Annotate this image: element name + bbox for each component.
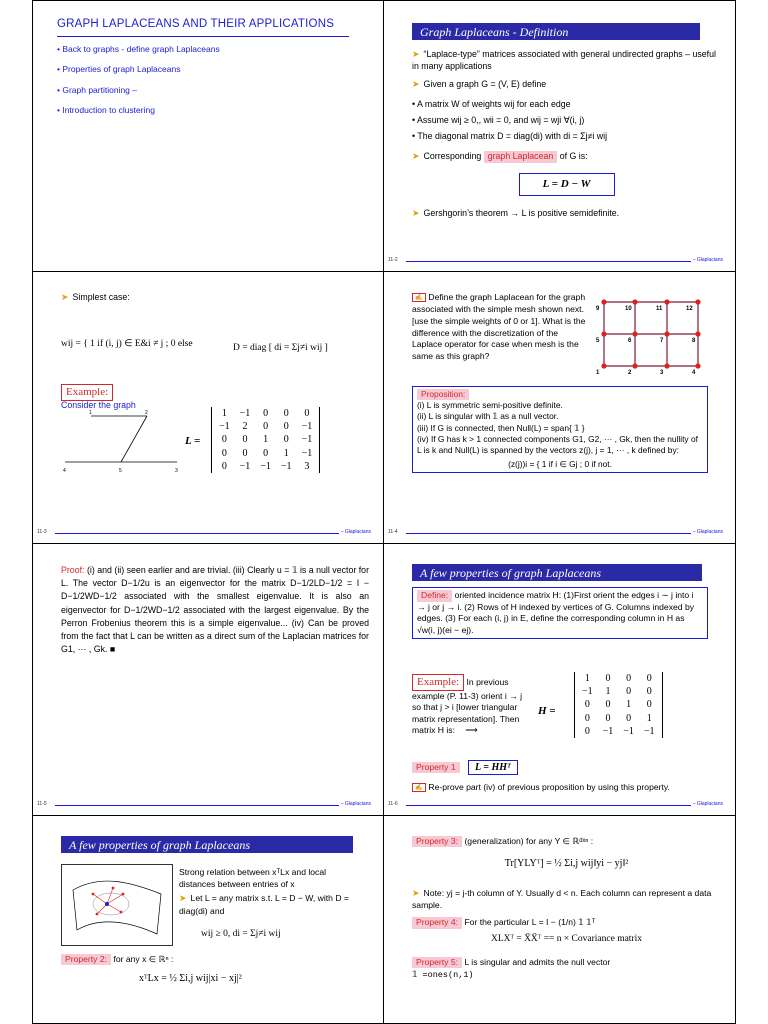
arrow-icon: ➤ <box>412 79 420 90</box>
slide-footer: 11-4 – Glaplacians <box>388 529 723 535</box>
matrix-cell: −1 <box>219 421 230 433</box>
property-2-line: Property 2: for any x ∈ ℝⁿ : <box>61 954 173 965</box>
simplest-line: ➤ Simplest case: <box>61 292 130 302</box>
matrix-cell: 0 <box>626 673 632 684</box>
property-2-formula: xᵀLx = ½ Σi,j wij|xi − xj|² <box>139 973 242 984</box>
matrix-cell: 1 <box>584 673 590 684</box>
bullet-line: • Assume wij ≥ 0,, wii = 0, and wij = wji ∀(i, j) <box>412 114 585 125</box>
matrix-cell: 0 <box>242 447 248 459</box>
slide-2 <box>384 0 736 272</box>
proposition-label: Proposition: <box>417 389 469 400</box>
matrix-cell: 1 <box>626 699 632 711</box>
matrix-cell: −1 <box>260 460 271 472</box>
matrix-cell: 0 <box>605 699 611 711</box>
example-label: Example: <box>412 674 464 691</box>
matrix-cell: 0 <box>584 712 590 724</box>
svg-text:6: 6 <box>628 338 632 344</box>
proposition-line: (iv) If G has k > 1 connected components G1, G2, ··· , Gk, then the nullity of L is k and Null(L) is spanned by the vectors z(j), j = 1, ··· , k defined by: <box>417 433 698 455</box>
define-label: Define: <box>417 590 452 602</box>
graph-node-label: 1 <box>89 410 92 416</box>
slide-title: A few properties of graph Laplaceans <box>412 564 702 581</box>
consider-text: Consider the graph <box>61 400 136 410</box>
matrix-cell: 0 <box>221 460 227 472</box>
matrix-row <box>577 685 660 698</box>
matrix-cell: −1 <box>623 725 634 737</box>
slide-title: Graph Laplaceans - Definition <box>412 23 700 40</box>
title-rule <box>57 36 349 37</box>
matrix-cell: 0 <box>263 421 269 433</box>
proposition-line: (i) L is symmetric semi-positive definite. <box>417 400 563 411</box>
matrix-cell: 0 <box>283 408 289 419</box>
slide-5 <box>32 544 384 816</box>
surface-figure <box>61 864 173 946</box>
matrix-cell: 0 <box>221 434 227 446</box>
property-3-line: Property 3: (generalization) for any Y ∈ ℝᵈˣⁿ : <box>412 836 721 847</box>
intro-line: ➤ “Laplace-type” matrices associated with general undirected graphs – useful in many applications <box>412 49 716 71</box>
matrix-cell: 0 <box>646 686 652 698</box>
matrix-row <box>214 460 317 473</box>
slide-8 <box>384 816 736 1024</box>
degree-formula: D = diag [ di = Σj≠i wij ] <box>233 343 328 353</box>
h-label: H = <box>538 705 556 717</box>
graph-node-label: 5 <box>119 468 122 474</box>
svg-text:5: 5 <box>596 338 600 344</box>
matrix-cell: −1 <box>280 460 292 472</box>
matrix-cell: 0 <box>283 421 289 433</box>
property-label: Property 5: <box>412 957 462 968</box>
outline-item: • Back to graphs - define graph Laplaceans <box>57 44 220 55</box>
property-label: Property 2: <box>61 954 111 965</box>
slide-footer: 11-2 – Glaplacians <box>388 257 723 263</box>
pencil-icon: ✍ <box>412 293 426 302</box>
slide-4 <box>384 272 736 544</box>
proposition-line: (iii) If G is connected, then Null(L) = span{ 𝟙 } <box>417 422 585 433</box>
proposition-box <box>412 386 708 473</box>
ones-code: 𝟙 =ones(n,1) <box>412 970 474 981</box>
svg-text:4: 4 <box>692 370 696 376</box>
matrix-cell: −1 <box>239 408 251 419</box>
slide-title: A few properties of graph Laplaceans <box>61 836 353 853</box>
bullet-line: • A matrix W of weights wij for each edge <box>412 99 571 110</box>
incidence-matrix <box>574 672 663 738</box>
matrix-row <box>214 407 317 420</box>
slide-footer: 11-6 – Glaplacians <box>388 801 723 807</box>
svg-text:9: 9 <box>596 306 600 312</box>
slide-7 <box>32 816 384 1024</box>
matrix-cell: −1 <box>301 434 313 446</box>
property-label: Property 4: <box>412 917 462 928</box>
matrix-cell: 2 <box>242 421 248 433</box>
matrix-cell: 1 <box>283 447 289 459</box>
property-label: Property 3: <box>412 836 462 847</box>
graph-node-label: 3 <box>175 468 178 474</box>
slide-6 <box>384 544 736 816</box>
let-text: ➤ Let L = any matrix s.t. L = D − W, with D = diag(di) and <box>179 893 349 916</box>
matrix-cell: 1 <box>221 408 227 419</box>
matrix-cell: 0 <box>626 712 632 724</box>
given-line: ➤ Given a graph G = (V, E) define <box>412 79 547 90</box>
svg-text:11: 11 <box>656 306 663 312</box>
matrix-cell: 0 <box>646 673 652 684</box>
svg-text:3: 3 <box>660 370 664 376</box>
matrix-cell: 0 <box>605 712 611 724</box>
property-1-line <box>412 760 518 775</box>
slide-grid <box>32 0 736 1024</box>
arrow-icon: ➤ <box>412 207 420 218</box>
mesh-graph <box>596 296 712 376</box>
proof-text: Proof: (i) and (ii) seen earlier and are trivial. (iii) Clearly u = 𝟙 is a null vector for L. The vector D−1/2u is an eigenvector for the matrix D−1/2LD−1/2 = I − D−1/2WD−1/2 associated with the smallest eigenvalue. It is also an eigenvector for D−1/2WD−1/2 associated with the largest eigenvalue. By the Perron Frobenius theorem this is a simple eigenvalue... (iv) Can be proved from the fact that L can be written as a direct sum of the Laplacian matrices for G1, ··· , Gk. ■ <box>61 565 369 655</box>
svg-text:8: 8 <box>692 338 696 344</box>
matrix-cell: −1 <box>239 460 251 472</box>
arrow-icon: ➤ <box>412 49 420 59</box>
outline-list <box>57 44 369 116</box>
svg-text:7: 7 <box>660 338 664 344</box>
matrix-cell: 3 <box>304 460 310 472</box>
note-line: ➤ Note: yj = j-th column of Y. Usually d < n. Each column can represent a data sample. <box>412 887 712 911</box>
matrix-row <box>214 447 317 460</box>
exercise-paragraph: ✍ Define the graph Laplacean for the graph associated with the simple mesh shown next. [use the simple weights of 0 or 1]. What is the difference with the discretization of the Laplace operator for case when mesh is the same as this graph? <box>412 292 586 362</box>
matrix-cell: 0 <box>584 725 590 737</box>
matrix-row <box>214 420 317 433</box>
define-box: Define: oriented incidence matrix H: (1)First orient the edges i ∼ j into i → j or j → i. (2) Rows of H indexed by vertices of G. Columns indexed by edges. (3) For each (i, j) in E, define the corresponding column in H as √w(i, j)(ei − ej). <box>412 587 708 639</box>
graph-node-label: 4 <box>63 468 66 474</box>
matrix-cell: −1 <box>301 447 313 459</box>
matrix-cell: 0 <box>646 699 652 711</box>
arrow-right-icon: ⟶ <box>465 725 478 736</box>
matrix-cell: 1 <box>605 686 611 698</box>
matrix-cell: 0 <box>221 447 227 459</box>
slide-3 <box>32 272 384 544</box>
matrix-cell: 0 <box>605 673 611 684</box>
matrix-cell: 1 <box>646 712 652 724</box>
slide-footer: 11-5 – Glaplacians <box>37 801 371 807</box>
matrix-cell: 0 <box>263 408 269 419</box>
proposition-line: (ii) L is singular with 𝟙 as a null vector. <box>417 411 559 422</box>
weight-formula: wij = { 1 if (i, j) ∈ E&i ≠ j ; 0 else <box>61 339 193 349</box>
matrix-row <box>577 725 660 738</box>
svg-text:10: 10 <box>625 306 632 312</box>
matrix-row <box>577 672 660 685</box>
proposition-line: (z(j))i = { 1 if i ∈ Gj ; 0 if not. <box>508 459 612 470</box>
example-text: Example: In previous example (P. 11-3) orient i → j so that j > i [lower triangular matrix representation]. Then matrix H is: ⟶ <box>412 676 523 736</box>
proof-label: Proof: <box>61 565 85 575</box>
slide-title: GRAPH LAPLACEANS AND THEIR APPLICATIONS <box>57 18 335 30</box>
matrix-cell: 0 <box>626 686 632 698</box>
arrow-icon: ➤ <box>412 887 420 898</box>
slide-footer: 11-3 – Glaplacians <box>37 529 371 535</box>
laplacean-matrix <box>211 407 320 473</box>
pencil-icon: ✍ <box>412 783 426 792</box>
property-formula: L = HHᵀ <box>468 760 518 775</box>
property-5-line: Property 5: L is singular and admits the null vector <box>412 957 721 968</box>
property-4-formula: XLXᵀ = X̄X̄ᵀ == n × Covariance matrix <box>491 933 642 944</box>
matrix-cell: 1 <box>263 434 269 446</box>
matrix-row <box>214 433 317 446</box>
arrow-icon: ➤ <box>61 292 69 302</box>
matrix-cell: −1 <box>602 725 614 737</box>
property-3-formula: Tr[YLYᵀ] = ½ Σi,j wij‖yi − yj‖² <box>504 858 629 870</box>
matrix-cell: 0 <box>283 434 289 446</box>
matrix-cell: 0 <box>242 434 248 446</box>
property-label: Property 1 <box>412 762 460 773</box>
graph-laplacean-highlight: graph Laplacean <box>484 151 558 163</box>
graph-node-label: 2 <box>145 410 148 416</box>
arrow-icon: ➤ <box>412 151 420 162</box>
outline-item: • Introduction to clustering <box>57 104 155 115</box>
laplacean-line: ➤ Corresponding graph Laplacean of G is: <box>412 151 588 162</box>
arrow-icon: ➤ <box>179 893 187 903</box>
matrix-cell: −1 <box>643 725 655 737</box>
svg-text:12: 12 <box>686 306 693 312</box>
svg-text:1: 1 <box>596 370 600 376</box>
svg-text:2: 2 <box>628 370 632 376</box>
matrix-cell: 0 <box>263 447 269 459</box>
weights-formula: wij ≥ 0, di = Σj≠i wij <box>201 929 281 939</box>
outline-item: • Graph partitioning – <box>57 84 137 95</box>
example-label: Example: <box>61 384 113 401</box>
slide-1 <box>32 0 384 272</box>
matrix-row <box>577 712 660 725</box>
laplacean-formula: L = D − W <box>519 173 615 196</box>
matrix-label: L = <box>185 435 201 447</box>
reprove-line: ✍ Re-prove part (iv) of previous proposition by using this property. <box>412 782 670 793</box>
matrix-cell: 0 <box>304 408 310 419</box>
gershgorin-line: ➤ Gershgorin’s theorem → L is positive semidefinite. <box>412 207 620 218</box>
matrix-cell: 0 <box>584 699 590 711</box>
matrix-row <box>577 698 660 711</box>
relation-text: Strong relation between xᵀLx and local distances between entries of x <box>179 867 327 890</box>
matrix-cell: −1 <box>582 686 593 698</box>
example-graph <box>61 410 191 478</box>
matrix-cell: −1 <box>301 421 313 433</box>
property-4-line: Property 4: For the particular L = I − (1/n) 𝟙 𝟙ᵀ <box>412 917 721 928</box>
outline-item: • Properties of graph Laplaceans <box>57 64 181 75</box>
bullet-line: • The diagonal matrix D = diag(di) with di = Σj≠i wij <box>412 130 608 141</box>
